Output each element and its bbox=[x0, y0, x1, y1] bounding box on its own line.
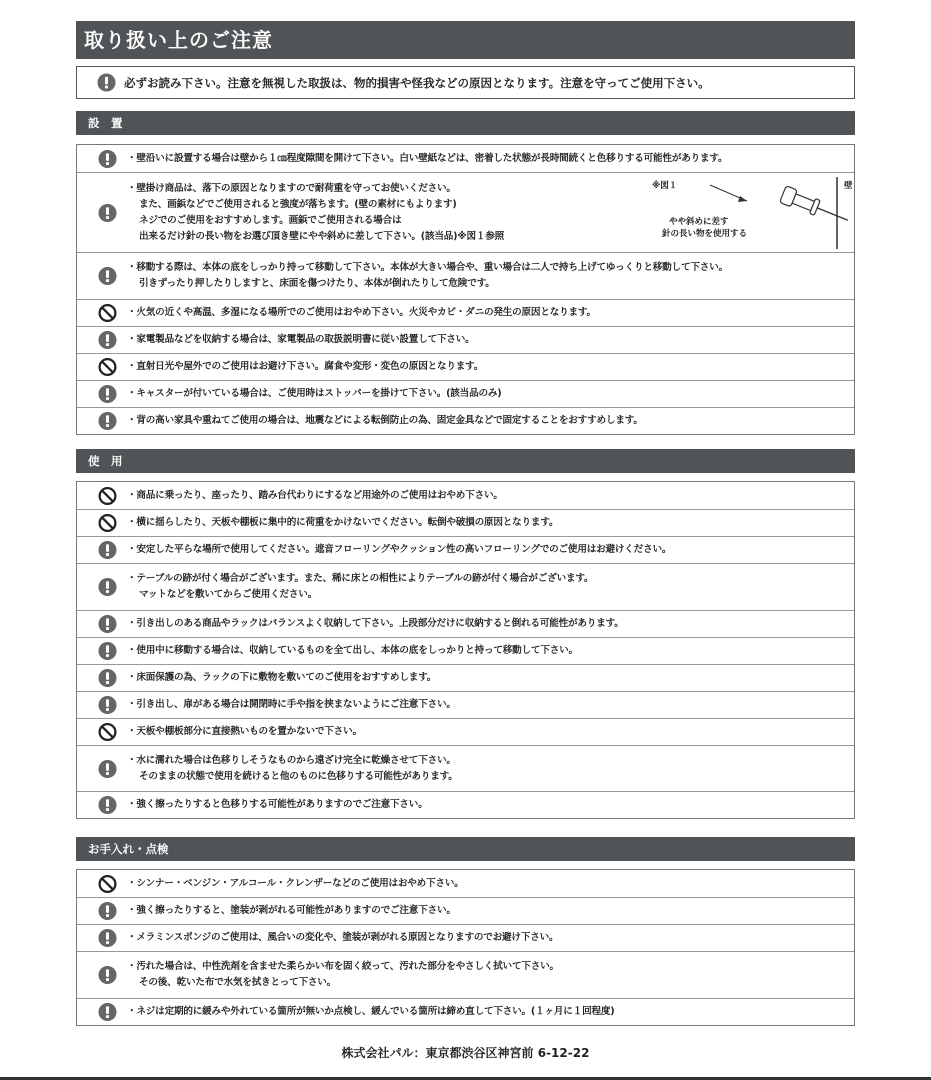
notice-text bbox=[127, 488, 503, 504]
figure-caption-2: 針の長い物を使用する bbox=[662, 229, 748, 239]
prohibit-icon bbox=[98, 723, 117, 742]
notice-row bbox=[77, 482, 854, 509]
section-header: 設 置 bbox=[76, 111, 855, 135]
notice-row bbox=[77, 951, 854, 998]
notice-line: マットなどを敷いてからご使用ください。 bbox=[139, 589, 318, 600]
notice-text bbox=[127, 359, 483, 375]
notice-text bbox=[127, 542, 671, 558]
caution-icon bbox=[98, 412, 117, 431]
notice-row bbox=[77, 407, 854, 434]
notice-row bbox=[77, 791, 854, 818]
notice-text bbox=[127, 670, 436, 686]
notice-line: ・火気の近くや高温、多湿になる場所でのご使用はおやめ下さい。火災やカビ・ダニの発生の原因となります。 bbox=[127, 307, 596, 318]
notice-text bbox=[127, 724, 362, 740]
notice-row bbox=[77, 299, 854, 326]
caution-icon bbox=[98, 149, 117, 168]
notice-line: ネジでのご使用をおすすめします。画鋲でご使用される場合は bbox=[139, 214, 402, 226]
notice-line: ・使用中に移動する場合は、収納しているものを全て出し、本体の底をしっかりと持って移動して下さい。 bbox=[127, 645, 578, 656]
notice-text bbox=[127, 753, 458, 785]
caution-icon bbox=[98, 902, 117, 921]
prohibit-icon bbox=[98, 874, 117, 893]
notice-line: ・直射日光や屋外でのご使用はお避け下さい。腐食や変形・変色の原因となります。 bbox=[127, 361, 484, 372]
notice-line: また、画鋲などでご使用されると強度が落ちます。(壁の素材にもよります) bbox=[139, 198, 457, 210]
notice-line: ・強く擦ったりすると、塗装が剥がれる可能性がありますのでご注意下さい。 bbox=[127, 905, 456, 916]
notice-row bbox=[77, 637, 854, 664]
notice-line: 出来るだけ針の長い物をお選び頂き壁にやや斜めに差して下さい。(該当品)※図１参照 bbox=[139, 230, 505, 242]
notice-line: ・テーブルの跡が付く場合がございます。また、稀に床との相性によりテーブルの跡が付く場合がございます。 bbox=[127, 573, 594, 584]
caution-icon bbox=[98, 669, 117, 688]
notice-row bbox=[77, 145, 854, 172]
notice-text bbox=[127, 1004, 614, 1020]
notice-line: ・シンナー・ベンジン・アルコール・クレンザーなどのご使用はおやめ下さい。 bbox=[127, 877, 464, 889]
notice-row bbox=[77, 924, 854, 951]
notice-text bbox=[127, 876, 464, 892]
intro-text: 必ずお読み下さい。注意を無視した取扱は、物的損害や怪我などの原因となります。注意を守ってご使用下さい。 bbox=[124, 75, 710, 90]
caution-icon bbox=[98, 203, 117, 222]
notice-text bbox=[127, 797, 428, 813]
notice-line: ・商品に乗ったり、座ったり、踏み台代わりにするなど用途外のご使用はおやめ下さい。 bbox=[127, 489, 503, 501]
notice-text bbox=[127, 959, 559, 991]
notice-line: ・家電製品などを収納する場合は、家電製品の取扱説明書に従い設置して下さい。 bbox=[127, 334, 475, 345]
pushpin-icon bbox=[652, 177, 852, 249]
caution-icon bbox=[98, 796, 117, 815]
notice-text bbox=[127, 930, 558, 946]
notice-text bbox=[127, 413, 643, 429]
notice-row bbox=[77, 664, 854, 691]
notice-row bbox=[77, 509, 854, 536]
caution-icon bbox=[98, 615, 117, 634]
notice-line: ・移動する際は、本体の底をしっかり持って移動して下さい。本体が大きい場合や、重い場合は二人で持ち上げてゆっくりと移動して下さい。 bbox=[127, 262, 728, 273]
notice-text bbox=[127, 181, 504, 245]
wall-pin-figure bbox=[652, 177, 852, 249]
notice-list bbox=[76, 481, 855, 819]
figure-label: ※図１ bbox=[652, 181, 678, 191]
page-title: 取り扱い上のご注意 bbox=[76, 21, 855, 59]
notice-line: ・壁掛け商品は、落下の原因となりますので耐荷重を守ってお使いください。 bbox=[127, 182, 456, 194]
notice-line: ・横に揺らしたり、天板や棚板に集中的に荷重をかけないでください。転倒や破損の原因となります。 bbox=[127, 517, 559, 528]
notice-line: ・キャスターが付いている場合は、ご使用時はストッパーを掛けて下さい。(該当品のみ) bbox=[127, 388, 502, 399]
prohibit-icon bbox=[98, 486, 117, 505]
notice-line: ・安定した平らな場所で使用してください。遮音フローリングやクッション性の高いフローリングでのご使用はお避けください。 bbox=[127, 544, 672, 555]
prohibit-icon bbox=[98, 514, 117, 533]
notice-line: そのままの状態で使用を続けると他のものに色移りする可能性があります。 bbox=[139, 770, 458, 782]
notice-line: ・メラミンスポンジのご使用は、風合いの変化や、塗装が剥がれる原因となりますのでお避け下さい。 bbox=[127, 932, 559, 943]
caution-icon bbox=[98, 759, 117, 778]
notice-line: ・床面保護の為、ラックの下に敷物を敷いてのご使用をおすすめします。 bbox=[127, 672, 437, 683]
notice-row bbox=[77, 897, 854, 924]
notice-text bbox=[127, 386, 501, 402]
caution-icon bbox=[98, 966, 117, 985]
company-footer: 株式会社パル：東京都渋谷区神宮前 6-12-22 bbox=[341, 1046, 590, 1060]
notice-row bbox=[77, 536, 854, 563]
notice-text bbox=[127, 151, 727, 167]
notice-row bbox=[77, 998, 854, 1025]
notice-text bbox=[127, 697, 456, 713]
notice-line: ・水に濡れた場合は色移りしそうなものから遠ざけ完全に乾燥させて下さい。 bbox=[127, 754, 456, 766]
prohibit-icon bbox=[98, 304, 117, 323]
caution-icon bbox=[98, 929, 117, 948]
section-header: 使 用 bbox=[76, 449, 855, 473]
notice-line: ・汚れた場合は、中性洗剤を含ませた柔らかい布を固く絞って、汚れた部分をやさしく拭いて下さい。 bbox=[127, 961, 559, 972]
caution-icon bbox=[98, 331, 117, 350]
notice-text bbox=[127, 332, 475, 348]
notice-row bbox=[77, 172, 854, 252]
figure-caption-1: やや斜めに差す bbox=[669, 217, 729, 227]
notice-line: ・強く擦ったりすると色移りする可能性がありますのでご注意下さい。 bbox=[127, 799, 428, 810]
notice-list bbox=[76, 869, 855, 1026]
notice-list bbox=[76, 144, 855, 435]
intro-notice bbox=[76, 66, 855, 99]
notice-row bbox=[77, 691, 854, 718]
notice-text bbox=[127, 903, 456, 919]
notice-row bbox=[77, 718, 854, 745]
notice-text bbox=[127, 305, 596, 321]
notice-line: その後、乾いた布で水気を拭きとって下さい。 bbox=[139, 977, 337, 988]
notice-line: ・引き出しのある商品やラックはバランスよく収納して下さい。上段部分だけに収納すると倒れる可能性があります。 bbox=[127, 618, 624, 629]
notice-row bbox=[77, 252, 854, 299]
caution-icon bbox=[98, 385, 117, 404]
notice-row bbox=[77, 563, 854, 610]
notice-line: ・壁沿いに設置する場合は壁から１㎝程度隙間を開けて下さい。白い壁紙などは、密着した状態が長時間続くと色移りする可能性があります。 bbox=[127, 152, 728, 164]
notice-line: ・ネジは定期的に緩みや外れている箇所が無いか点検し、緩んでいる箇所は締め直して下さい。(１ヶ月に１回程度) bbox=[127, 1006, 615, 1017]
section-header: お手入れ・点検 bbox=[76, 837, 855, 861]
notice-row bbox=[77, 610, 854, 637]
caution-icon bbox=[98, 1003, 117, 1022]
caution-icon bbox=[98, 541, 117, 560]
notice-text bbox=[127, 571, 593, 603]
caution-icon bbox=[98, 696, 117, 715]
notice-text bbox=[127, 515, 558, 531]
caution-icon bbox=[98, 267, 117, 286]
caution-icon bbox=[98, 642, 117, 661]
notice-row bbox=[77, 326, 854, 353]
notice-row bbox=[77, 353, 854, 380]
notice-line: ・天板や棚板部分に直接熱いものを置かないで下さい。 bbox=[127, 726, 362, 737]
notice-text bbox=[127, 643, 578, 659]
notice-row bbox=[77, 870, 854, 897]
notice-line: ・引き出し、扉がある場合は開閉時に手や指を挟まないようにご注意下さい。 bbox=[127, 699, 456, 710]
notice-line: ・背の高い家具や重ねてご使用の場合は、地震などによる転倒防止の為、固定金具などで固定することをおすすめします。 bbox=[127, 415, 643, 426]
notice-row bbox=[77, 380, 854, 407]
caution-icon bbox=[98, 578, 117, 597]
notice-text bbox=[127, 616, 624, 632]
caution-icon bbox=[97, 73, 116, 92]
notice-text bbox=[127, 260, 728, 292]
figure-wall-label: 壁 bbox=[844, 181, 853, 191]
notice-line: 引きずったり押したりしますと、床面を傷つけたり、本体が倒れたりして危険です。 bbox=[139, 278, 495, 289]
prohibit-icon bbox=[98, 358, 117, 377]
notice-row bbox=[77, 745, 854, 791]
